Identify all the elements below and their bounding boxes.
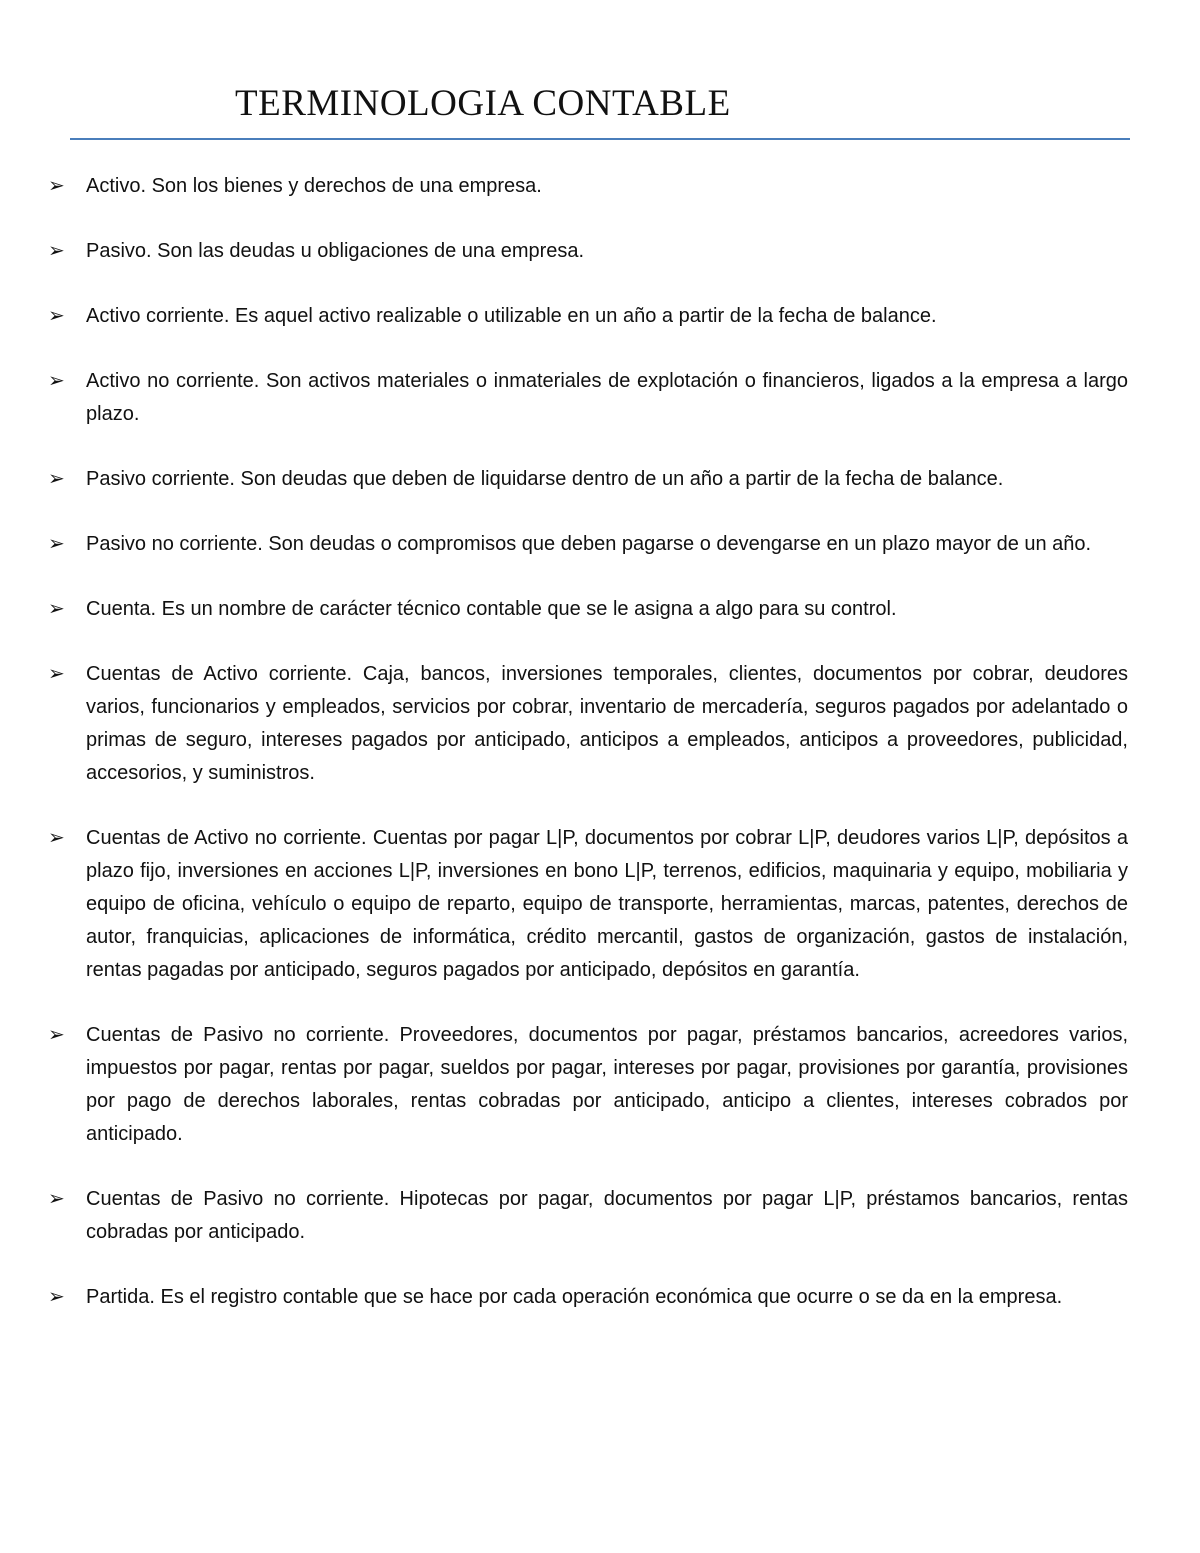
list-item <box>48 365 1128 431</box>
arrow-bullet-icon: ➢ <box>48 598 65 620</box>
list-item <box>48 1183 1128 1249</box>
arrow-bullet-icon: ➢ <box>48 827 65 849</box>
title-underline <box>70 138 1130 140</box>
list-item-text: Cuentas de Pasivo no corriente. Proveedores, documentos por pagar, préstamos bancarios, acreedores varios, impuestos por pagar, rentas por pagar, sueldos por pagar, intereses por pagar, provisiones por garantía, provisiones por pago de derechos laborales, rentas cobradas por anticipado, anticipo a clientes, intereses cobrados por anticipado. <box>86 1024 1128 1145</box>
page-title: TERMINOLOGIA CONTABLE <box>235 83 731 124</box>
list-item <box>48 463 1128 496</box>
list-item <box>48 1019 1128 1151</box>
list-item <box>48 1281 1128 1314</box>
arrow-bullet-icon: ➢ <box>48 468 65 490</box>
list-item-text: Cuentas de Pasivo no corriente. Hipotecas por pagar, documentos por pagar L|P, préstamos bancarios, rentas cobradas por anticipado. <box>86 1188 1128 1243</box>
list-item-text: Cuenta. Es un nombre de carácter técnico contable que se le asigna a algo para su control. <box>86 598 897 620</box>
arrow-bullet-icon: ➢ <box>48 1188 65 1210</box>
list-item-text: Cuentas de Activo corriente. Caja, bancos, inversiones temporales, clientes, documentos por cobrar, deudores varios, funcionarios y empleados, servicios por cobrar, inventario de mercadería, seguros pagados por adelantado o primas de seguro, intereses pagados por anticipado, anticipos a empleados, anticipos a proveedores, publicidad, accesorios, y suministros. <box>86 663 1128 784</box>
arrow-bullet-icon: ➢ <box>48 533 65 555</box>
arrow-bullet-icon: ➢ <box>48 305 65 327</box>
list-item <box>48 822 1128 987</box>
arrow-bullet-icon: ➢ <box>48 1024 65 1046</box>
arrow-bullet-icon: ➢ <box>48 370 65 392</box>
arrow-bullet-icon: ➢ <box>48 1286 65 1308</box>
list-item <box>48 300 1128 333</box>
list-item <box>48 235 1128 268</box>
list-item <box>48 593 1128 626</box>
list-item <box>48 658 1128 790</box>
arrow-bullet-icon: ➢ <box>48 175 65 197</box>
list-item-text: Activo. Son los bienes y derechos de una empresa. <box>86 175 542 197</box>
list-item-text: Activo corriente. Es aquel activo realizable o utilizable en un año a partir de la fecha de balance. <box>86 305 937 327</box>
list-item-text: Pasivo no corriente. Son deudas o compromisos que deben pagarse o devengarse en un plazo mayor de un año. <box>86 533 1092 555</box>
list-item-text: Activo no corriente. Son activos materiales o inmateriales de explotación o financieros, ligados a la empresa a largo plazo. <box>86 370 1128 425</box>
list-item <box>48 170 1128 203</box>
arrow-bullet-icon: ➢ <box>48 663 65 685</box>
terminology-list <box>48 170 1128 1346</box>
list-item-text: Partida. Es el registro contable que se hace por cada operación económica que ocurre o se da en la empresa. <box>86 1286 1063 1308</box>
list-item-text: Pasivo. Son las deudas u obligaciones de una empresa. <box>86 240 585 262</box>
arrow-bullet-icon: ➢ <box>48 240 65 262</box>
list-item-text: Cuentas de Activo no corriente. Cuentas por pagar L|P, documentos por cobrar L|P, deudores varios L|P, depósitos a plazo fijo, inversiones en acciones L|P, inversiones en bono L|P, terrenos, edificios, maquinaria y equipo, mobiliaria y equipo de oficina, vehículo o equipo de reparto, equipo de transporte, herramientas, marcas, patentes, derechos de autor, franquicias, aplicaciones de informática, crédito mercantil, gastos de organización, gastos de instalación, rentas pagadas por anticipado, seguros pagados por anticipado, depósitos en garantía. <box>86 827 1128 981</box>
list-item <box>48 528 1128 561</box>
list-item-text: Pasivo corriente. Son deudas que deben de liquidarse dentro de un año a partir de la fecha de balance. <box>86 468 1004 490</box>
